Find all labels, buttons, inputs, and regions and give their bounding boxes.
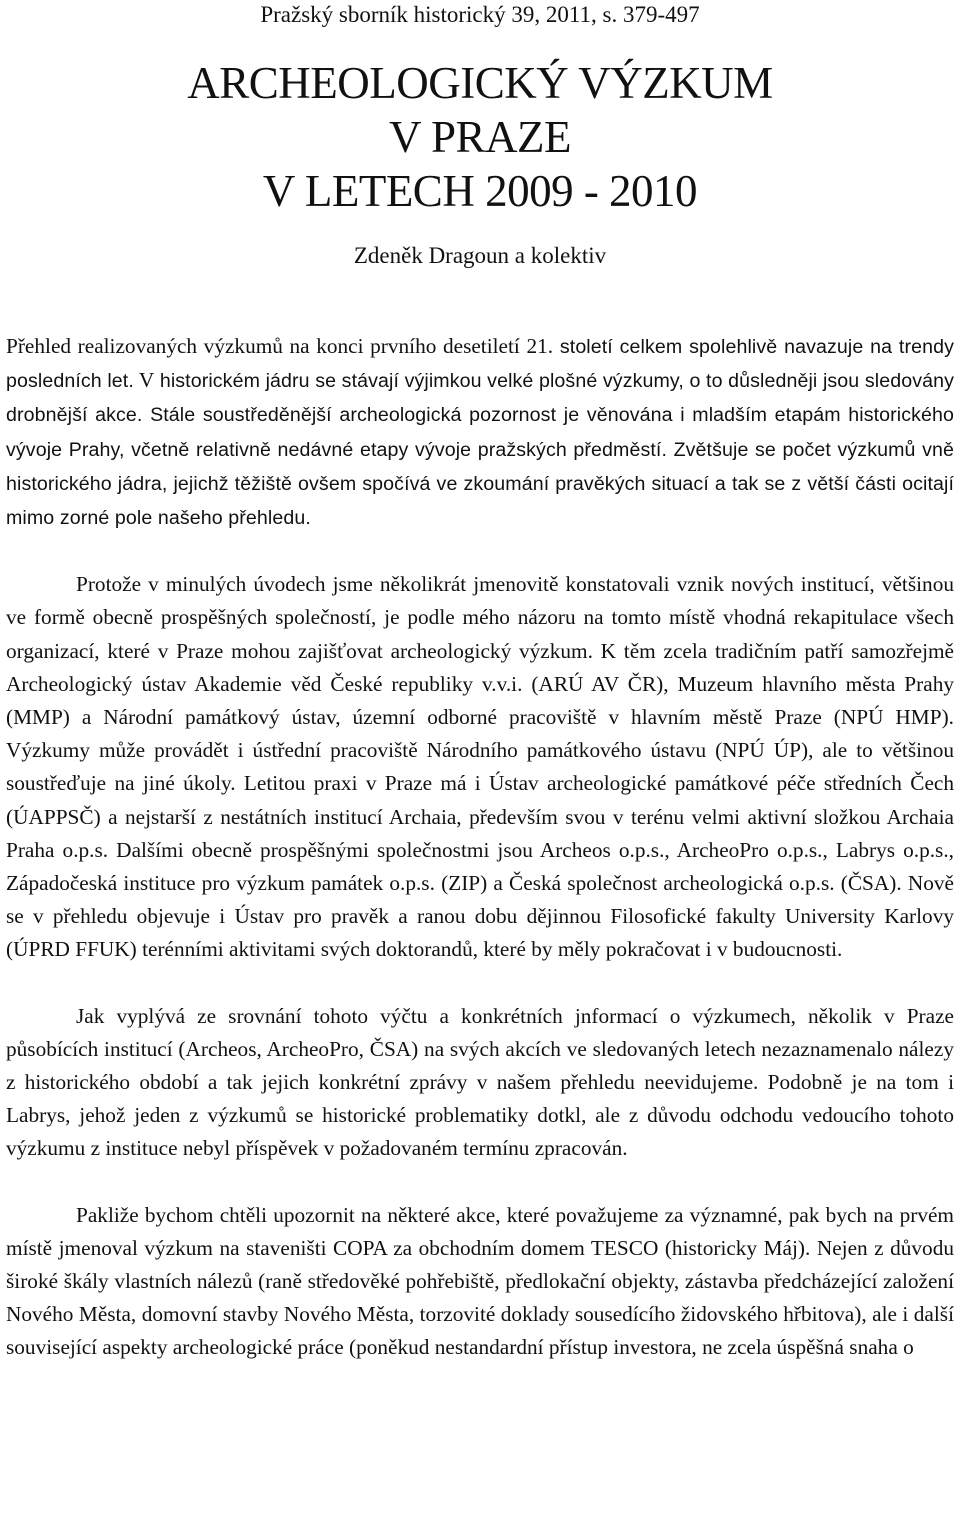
paragraph-1-part-e: Stále soustředěnější archeologická pozornost je věnována i mladším etapám historického vývoje Prahy, včetně relativně nedávné etapy vývoje pražských předměstí. <box>6 404 954 461</box>
paragraph-1-part-b: století celkem spolehlivě navazuje na trendy posledních let. <box>6 336 954 393</box>
paragraph-1-part-c: V <box>133 368 155 393</box>
article-body <box>6 330 954 1398</box>
title-line-2: V PRAZE <box>389 112 571 162</box>
paragraph-1 <box>6 330 954 535</box>
paragraph-1-part-d: historickém jádru se stávají výjimkou velké plošné výzkumy, o to důsledněji jsou sledovány drobnější akce. <box>6 370 955 427</box>
title-line-3: V LETECH 2009 - 2010 <box>262 166 698 216</box>
author-line: Zdeněk Dragoun a kolektiv <box>353 243 607 268</box>
paragraph-1-part-a: Přehled realizovaných výzkumů na konci prvního desetiletí 21. <box>6 334 554 358</box>
title-line-1: ARCHEOLOGICKÝ VÝZKUM <box>187 58 773 108</box>
paragraph-4: Pakliže bychom chtěli upozornit na některé akce, které považujeme za významné, pak bych na prvém místě jmenoval výzkum na staveništi COPA za obchodním domem TESCO (historicky Máj). Nejen z důvodu široké škály vlastních nálezů (raně středověké pohřebiště, předlokační objekty, zástavba předcházející založení Nového Města, domovní stavby Nového Města, torzovité doklady sousedícího židovského hřbitova), ale i další související aspekty archeologické práce (poněkud nestandardní přístup investora, ne zcela úspěšná snaha o <box>6 1202 954 1360</box>
paragraph-3: Jak vyplývá ze srovnání tohoto výčtu a konkrétních jnformací o výzkumech, několik v Praze působících institucí (Archeos, ArcheoPro, ČSA) na svých akcích ve sledovaných letech nezaznamenalo nálezy z historického období a tak jejich konkrétní zprávy v našem přehledu neevidujeme. Podobně je na tom i Labrys, jehož jeden z výzkumů se historické problematiky dotkl, ale z důvodu odchodu vedoucího tohoto výzkumu z instituce nebyl příspěvek v požadovaném termínu zpracován. <box>6 1003 954 1161</box>
article-title <box>0 56 960 218</box>
journal-reference: Pražský sborník historický 39, 2011, s. 379-497 <box>260 2 700 27</box>
paragraph-2: Protože v minulých úvodech jsme několikrát jmenovitě konstatovali vznik nových institucí, většinou ve formě obecně prospěšných společností, je podle mého názoru na tomto místě vhodná rekapitulace všech organizací, které v Praze mohou zajišťovat archeologický výzkum. K těm zcela tradičním patří samozřejmě Archeologický ústav Akademie věd České republiky v.v.i. (ARÚ AV ČR), Muzeum hlavního města Prahy (MMP) a Národní památkový ústav, územní odborné pracoviště v hlavním městě Praze (NPÚ HMP). Výzkumy může provádět i ústřední pracoviště Národního památkového ústavu (NPÚ ÚP), ale to většinou soustřeďuje na jiné úkoly. Letitou praxi v Praze má i Ústav archeologické památkové péče středních Čech (ÚAPPSČ) a nejstarší z nestátních institucí Archaia, především svou v terénu velmi aktivní složkou Archaia Praha o.p.s. Dalšími obecně prospěšnými společnostmi jsou Archeos o.p.s., ArcheoPro o.p.s., Labrys o.p.s., Západočeská instituce pro výzkum památek o.p.s. (ZIP) a Česká společnost archeologická o.p.s. (ČSA). Nově se v přehledu objevuje i Ústav pro pravěk a ranou dobu dějinnou Filosofické fakulty University Karlovy (ÚPRD FFUK) terénními aktivitami svých doktorandů, které by měly pokračovat i v budoucnosti. <box>6 572 954 962</box>
paragraph-1-part-f: Zvětšuje se počet výzkumů vně historického jádra, jejichž těžiště ovšem spočívá ve zkoumání pravěkých situací a tak se z větší části ocitají mimo zorné pole našeho přehledu. <box>6 438 954 530</box>
